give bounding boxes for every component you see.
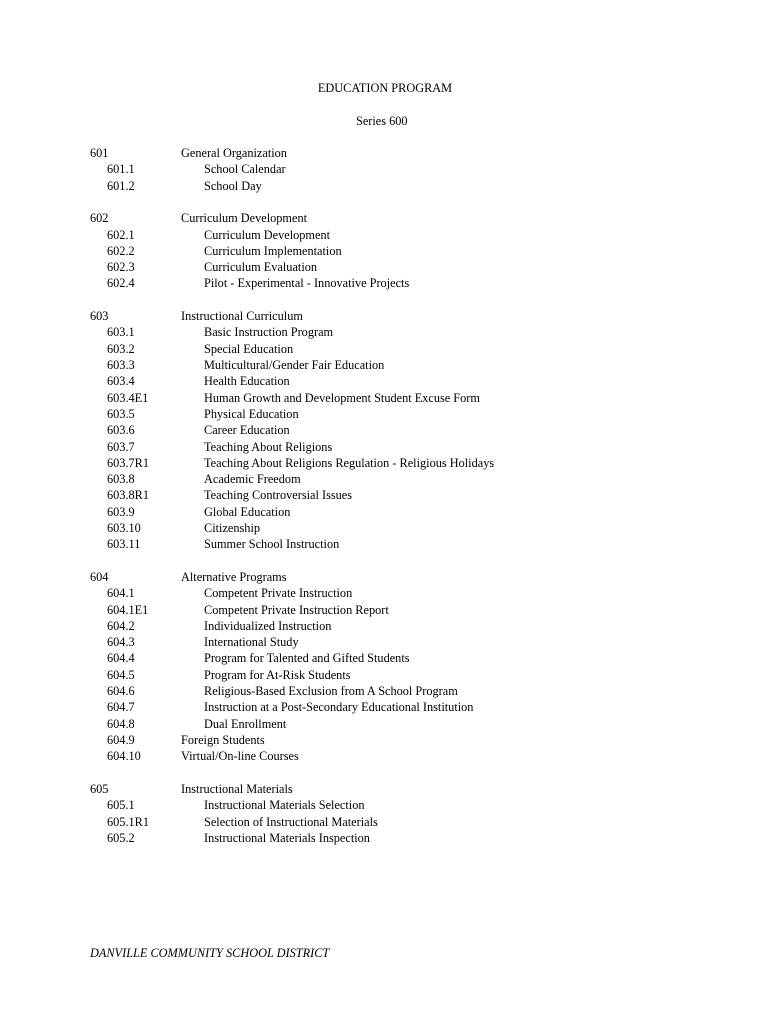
policy-row	[90, 618, 690, 634]
policy-number: 601.2	[107, 178, 135, 193]
footer-district-name: DANVILLE COMMUNITY SCHOOL DISTRICT	[90, 946, 330, 960]
policy-title: Individualized Instruction	[204, 618, 332, 633]
policy-number: 603.1	[107, 325, 135, 340]
policy-row	[90, 634, 690, 650]
policy-row	[90, 487, 690, 503]
policy-title: Human Growth and Development Student Excuse Form	[204, 390, 480, 405]
section-number: 601	[90, 146, 109, 160]
section-heading	[90, 569, 690, 585]
policy-title: Career Education	[204, 423, 290, 438]
section-603	[90, 308, 690, 552]
policy-row	[90, 422, 690, 438]
policy-row	[90, 520, 690, 536]
policy-number: 605.1R1	[107, 814, 150, 829]
policy-title: Special Education	[204, 341, 294, 356]
policy-row	[90, 830, 690, 846]
policy-title: Pilot - Experimental - Innovative Projects	[204, 276, 410, 291]
policy-title: Virtual/On-line Courses	[181, 749, 299, 764]
policy-row	[90, 178, 690, 194]
policy-row	[90, 650, 690, 666]
policy-number: 604.1	[107, 586, 135, 601]
policy-title: Religious-Based Exclusion from A School Program	[204, 684, 458, 699]
policy-number: 604.4	[107, 651, 135, 666]
section-title: General Organization	[181, 146, 287, 160]
section-604	[90, 569, 690, 765]
policy-title: Program for At-Risk Students	[204, 667, 351, 682]
policy-title: Multicultural/Gender Fair Education	[204, 358, 385, 373]
policy-number: 604.3	[107, 635, 135, 650]
policy-number: 603.8R1	[107, 488, 150, 503]
policy-title: Foreign Students	[181, 732, 265, 747]
policy-row	[90, 390, 690, 406]
policy-row	[90, 699, 690, 715]
policy-title: Competent Private Instruction Report	[204, 602, 389, 617]
section-number: 605	[90, 781, 109, 796]
policy-title: Health Education	[204, 374, 290, 389]
policy-number: 603.10	[107, 521, 141, 536]
policy-title: Teaching About Religions Regulation - Religious Holidays	[204, 455, 495, 470]
policy-number: 603.7	[107, 439, 135, 454]
policy-row	[90, 259, 690, 275]
section-heading	[90, 781, 690, 797]
policy-number: 603.7R1	[107, 455, 150, 470]
policy-title: Curriculum Implementation	[204, 243, 342, 258]
policy-number: 603.6	[107, 423, 135, 438]
policy-number: 604.1E1	[107, 602, 149, 617]
policy-row	[90, 357, 690, 373]
section-heading	[90, 145, 690, 161]
policy-number: 602.3	[107, 260, 135, 275]
policy-title: Instructional Materials Inspection	[204, 830, 370, 845]
section-605	[90, 781, 690, 846]
policy-row	[90, 227, 690, 243]
policy-row	[90, 716, 690, 732]
policy-row	[90, 814, 690, 830]
policy-title: Basic Instruction Program	[204, 325, 334, 340]
policy-number: 604.10	[107, 749, 141, 764]
policy-title: Competent Private Instruction	[204, 586, 353, 601]
policy-row	[90, 585, 690, 601]
page-title: EDUCATION PROGRAM	[317, 81, 453, 95]
policy-row	[90, 439, 690, 455]
policy-row	[90, 748, 690, 764]
policy-title: Selection of Instructional Materials	[204, 814, 378, 829]
section-title: Curriculum Development	[181, 211, 308, 226]
section-title: Alternative Programs	[181, 570, 287, 584]
policy-title: School Day	[204, 178, 262, 193]
policy-title: Teaching About Religions	[204, 439, 333, 454]
policy-title: Summer School Instruction	[204, 537, 340, 552]
policy-row	[90, 504, 690, 520]
policy-title: Instruction at a Post-Secondary Educational Institution	[204, 700, 474, 715]
section-602	[90, 210, 690, 291]
policy-number: 602.4	[107, 276, 135, 291]
policy-number: 604.7	[107, 700, 135, 715]
policy-title: Curriculum Evaluation	[204, 260, 318, 275]
policy-number: 603.8	[107, 472, 135, 487]
policy-row	[90, 406, 690, 422]
policy-row	[90, 683, 690, 699]
policy-title: International Study	[204, 635, 299, 650]
policy-number: 605.2	[107, 830, 135, 845]
policy-number: 601.1	[107, 162, 135, 177]
policy-number: 604.9	[107, 732, 135, 747]
policy-number: 603.9	[107, 504, 135, 519]
section-heading	[90, 308, 690, 324]
policy-row	[90, 667, 690, 683]
policy-row	[90, 471, 690, 487]
section-number: 603	[90, 309, 109, 324]
policy-title: Academic Freedom	[204, 472, 301, 487]
policy-row	[90, 373, 690, 389]
section-number: 602	[90, 211, 109, 226]
policy-title: Instructional Materials Selection	[204, 798, 365, 813]
policy-row	[90, 536, 690, 552]
policy-number: 603.4	[107, 374, 135, 389]
policy-number: 605.1	[107, 798, 135, 813]
policy-title: Program for Talented and Gifted Students	[204, 651, 410, 666]
section-number: 604	[90, 570, 109, 584]
policy-title: School Calendar	[204, 162, 286, 177]
policy-row	[90, 243, 690, 259]
policy-title: Teaching Controversial Issues	[204, 488, 353, 503]
page-subtitle: Series 600	[356, 114, 408, 128]
policy-row	[90, 161, 690, 177]
policy-number: 603.5	[107, 406, 135, 421]
section-heading	[90, 210, 690, 226]
policy-row	[90, 341, 690, 357]
section-title: Instructional Materials	[181, 781, 293, 796]
policy-number: 604.2	[107, 618, 135, 633]
policy-row	[90, 324, 690, 340]
policy-number: 602.1	[107, 227, 135, 242]
policy-number: 603.3	[107, 358, 135, 373]
policy-title: Citizenship	[204, 521, 261, 536]
policy-number: 604.8	[107, 716, 135, 731]
policy-title: Dual Enrollment	[204, 716, 287, 731]
table-of-contents	[90, 145, 690, 863]
policy-row	[90, 797, 690, 813]
policy-row	[90, 455, 690, 471]
policy-row	[90, 602, 690, 618]
section-601	[90, 145, 690, 194]
policy-title: Global Education	[204, 504, 291, 519]
policy-number: 602.2	[107, 243, 135, 258]
policy-row	[90, 732, 690, 748]
policy-row	[90, 275, 690, 291]
policy-number: 603.2	[107, 341, 135, 356]
policy-title: Curriculum Development	[204, 227, 331, 242]
section-title: Instructional Curriculum	[181, 309, 303, 324]
policy-title: Physical Education	[204, 406, 299, 421]
policy-number: 603.11	[107, 537, 141, 552]
policy-number: 604.6	[107, 684, 135, 699]
policy-number: 603.4E1	[107, 390, 149, 405]
policy-number: 604.5	[107, 667, 135, 682]
